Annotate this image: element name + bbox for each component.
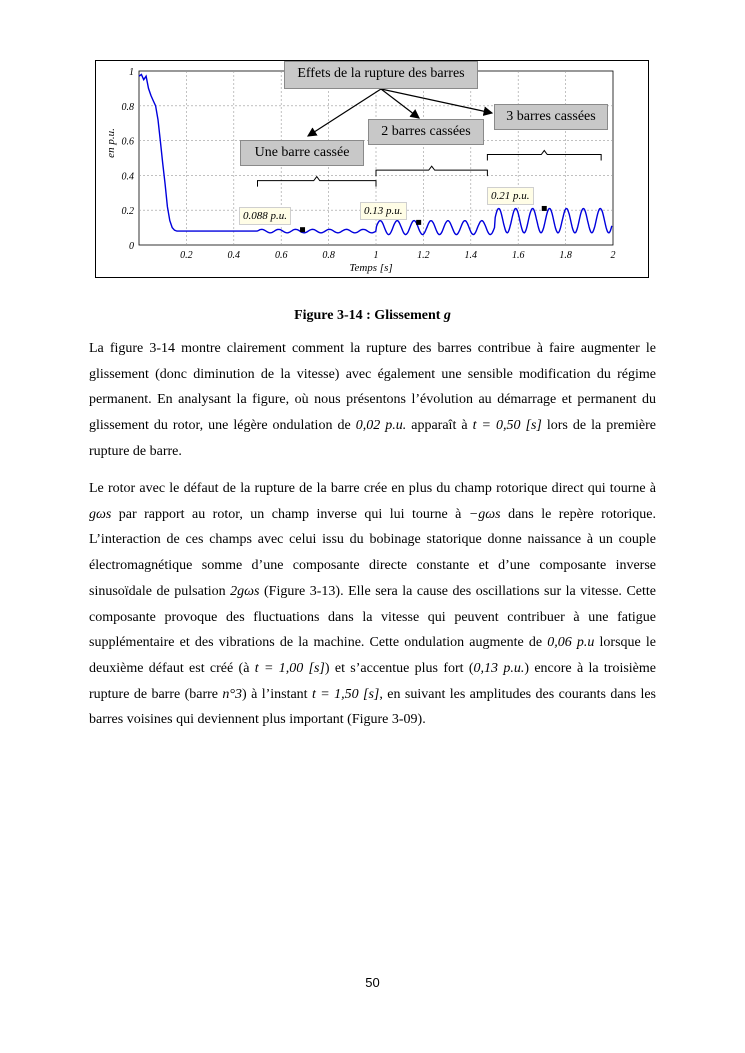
x-tick-label: 0.4 xyxy=(227,250,241,261)
annotation-three-bars: 3 barres cassées xyxy=(494,104,608,130)
x-axis-label: Temps [s] xyxy=(349,262,393,274)
x-tick-label: 1.6 xyxy=(511,250,525,261)
y-tick-label: 0.6 xyxy=(121,136,134,148)
data-marker xyxy=(416,220,421,225)
x-tick-label: 1 xyxy=(373,250,379,261)
annotation-one-bar: Une barre cassée xyxy=(240,140,364,166)
value-label-0088: 0.088 p.u. xyxy=(239,207,291,225)
annotation-two-bars: 2 barres cassées xyxy=(368,119,484,145)
y-tick-label: 0.8 xyxy=(121,101,134,113)
y-tick-label: 0.4 xyxy=(121,171,134,183)
page-number: 50 xyxy=(365,975,380,990)
caption-label: Figure 3-14 : Glissement xyxy=(294,308,441,323)
paragraph-2: Le rotor avec le défaut de la rupture de la barre crée en plus du champ rotorique direct qui tourne à gωs par rapport au rotor, un champ inverse qui lui tourne à −gωs dans le repère rotorique. L’interaction de ces champs avec celui issu du bobinage statorique donne naissance à un couple électromagnétique somme d’une composante directe constante et d’une composante inverse sinusoïdale de pulsation 2gωs (Figure 3-13). Elle sera la cause des oscillations sur la vitesse. Cette composante provoque des fluctuations dans la vitesse qui peuvent contribuer à une fatigue supplémentaire et des vibrations de la machine. Cette ondulation augmente de 0,06 p.u lorsque le deuxième défaut est créé (à t = 1,00 [s]) et s’accentue plus fort (0,13 p.u.) encore à la troisième rupture de barre (barre n°3) à l’instant t = 1,50 [s], en suivant les amplitudes des courants dans les barres voisines qui deviennent plus important (Figure 3-09). xyxy=(89,481,657,728)
x-tick-label: 1.2 xyxy=(417,250,430,261)
y-tick-label: 1 xyxy=(129,67,134,78)
x-tick-label: 1.4 xyxy=(464,250,478,261)
y-tick-label: 0.2 xyxy=(121,206,134,218)
value-label-013: 0.13 p.u. xyxy=(360,202,407,220)
caption-symbol: g xyxy=(443,308,451,323)
x-tick-label: 2 xyxy=(610,250,616,261)
value-label-021: 0.21 p.u. xyxy=(487,187,534,205)
annotation-main: Effets de la rupture des barres xyxy=(284,61,478,89)
y-axis-label: en p.u. xyxy=(105,128,117,158)
paragraph-1: La figure 3-14 montre clairement comment la rupture des barres contribue à faire augmenter le glissement (donc diminution de la vitesse) avec également une sensible modification du régime permanent. En analysant la figure, où nous présentons l’évolution au démarrage et permanent du glissement du rotor, une légère ondulation de 0,02 p.u. apparaît à t = 0,50 [s] lors de la première rupture de barre. xyxy=(89,341,657,459)
x-tick-label: 0.6 xyxy=(274,250,288,261)
figure-caption xyxy=(0,308,745,324)
chart-plot xyxy=(96,61,648,277)
x-tick-label: 1.8 xyxy=(559,250,572,261)
data-marker xyxy=(542,206,547,211)
data-marker xyxy=(300,227,305,232)
x-tick-label: 0.2 xyxy=(180,250,193,261)
figure-frame xyxy=(95,60,649,278)
y-tick-label: 0 xyxy=(129,241,134,252)
x-tick-label: 0.8 xyxy=(322,250,335,261)
